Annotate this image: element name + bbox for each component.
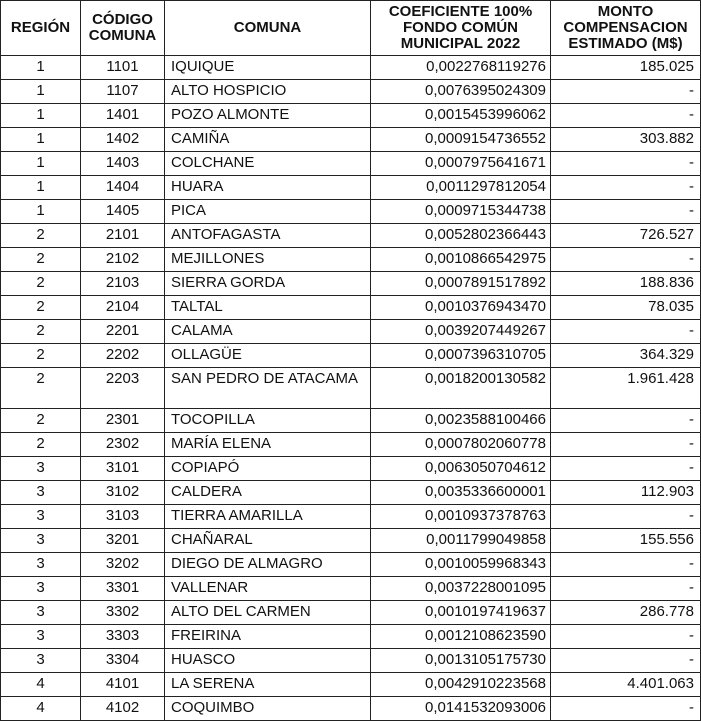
region-cell: 2	[1, 433, 81, 457]
monto-cell: 303.882	[551, 128, 701, 152]
codigo-cell: 3101	[81, 457, 165, 481]
coeficiente-cell: 0,0052802366443	[371, 224, 551, 248]
region-cell: 1	[1, 128, 81, 152]
header-codigo-comuna: CÓDIGO COMUNA	[81, 1, 165, 56]
comuna-cell: TALTAL	[165, 296, 371, 320]
coeficiente-cell: 0,0007396310705	[371, 344, 551, 368]
coeficiente-cell: 0,0009715344738	[371, 200, 551, 224]
monto-cell: -	[551, 176, 701, 200]
coeficiente-cell: 0,0012108623590	[371, 625, 551, 649]
table-row	[1, 601, 701, 625]
region-cell: 3	[1, 601, 81, 625]
comuna-cell: VALLENAR	[165, 577, 371, 601]
comuna-cell: CALDERA	[165, 481, 371, 505]
monto-cell: 4.401.063	[551, 673, 701, 697]
comuna-cell: ALTO HOSPICIO	[165, 80, 371, 104]
monto-cell: -	[551, 697, 701, 721]
comuna-cell: SIERRA GORDA	[165, 272, 371, 296]
comuna-cell: TOCOPILLA	[165, 409, 371, 433]
region-cell: 1	[1, 200, 81, 224]
region-cell: 2	[1, 344, 81, 368]
coeficiente-cell: 0,0013105175730	[371, 649, 551, 673]
coeficiente-cell: 0,0037228001095	[371, 577, 551, 601]
comuna-cell: PICA	[165, 200, 371, 224]
codigo-cell: 3302	[81, 601, 165, 625]
codigo-cell: 2104	[81, 296, 165, 320]
table-row	[1, 56, 701, 80]
codigo-cell: 3103	[81, 505, 165, 529]
comuna-cell: DIEGO DE ALMAGRO	[165, 553, 371, 577]
codigo-cell: 3301	[81, 577, 165, 601]
table-row	[1, 296, 701, 320]
monto-cell: -	[551, 248, 701, 272]
region-cell: 3	[1, 481, 81, 505]
region-cell: 4	[1, 673, 81, 697]
codigo-cell: 2103	[81, 272, 165, 296]
table-row	[1, 433, 701, 457]
region-cell: 4	[1, 697, 81, 721]
monto-cell: -	[551, 649, 701, 673]
codigo-cell: 1401	[81, 104, 165, 128]
comuna-cell: MARÍA ELENA	[165, 433, 371, 457]
monto-cell: -	[551, 505, 701, 529]
codigo-cell: 2101	[81, 224, 165, 248]
region-cell: 3	[1, 625, 81, 649]
monto-cell: -	[551, 409, 701, 433]
monto-cell: 78.035	[551, 296, 701, 320]
codigo-cell: 2102	[81, 248, 165, 272]
coeficiente-cell: 0,0015453996062	[371, 104, 551, 128]
header-comuna: COMUNA	[165, 1, 371, 56]
table-row	[1, 320, 701, 344]
monto-cell: -	[551, 433, 701, 457]
monto-cell: 188.836	[551, 272, 701, 296]
monto-cell: 112.903	[551, 481, 701, 505]
coeficiente-cell: 0,0010376943470	[371, 296, 551, 320]
comuna-cell: COPIAPÓ	[165, 457, 371, 481]
table-row	[1, 248, 701, 272]
region-cell: 1	[1, 176, 81, 200]
region-cell: 3	[1, 553, 81, 577]
table-row	[1, 481, 701, 505]
table-row	[1, 529, 701, 553]
table-row	[1, 649, 701, 673]
coeficiente-cell: 0,0011799049858	[371, 529, 551, 553]
table-row	[1, 577, 701, 601]
codigo-cell: 3201	[81, 529, 165, 553]
table-row	[1, 673, 701, 697]
coeficiente-cell: 0,0042910223568	[371, 673, 551, 697]
region-cell: 2	[1, 368, 81, 409]
monto-cell: -	[551, 577, 701, 601]
region-cell: 2	[1, 248, 81, 272]
region-cell: 1	[1, 80, 81, 104]
table-header	[1, 1, 701, 56]
coeficiente-cell: 0,0007891517892	[371, 272, 551, 296]
table-row	[1, 224, 701, 248]
comuna-cell: FREIRINA	[165, 625, 371, 649]
region-cell: 2	[1, 224, 81, 248]
monto-cell: 364.329	[551, 344, 701, 368]
coeficiente-cell: 0,0007802060778	[371, 433, 551, 457]
region-cell: 2	[1, 320, 81, 344]
codigo-cell: 3102	[81, 481, 165, 505]
comuna-cell: IQUIQUE	[165, 56, 371, 80]
monto-cell: -	[551, 200, 701, 224]
coeficiente-cell: 0,0010059968343	[371, 553, 551, 577]
codigo-cell: 1402	[81, 128, 165, 152]
table-row	[1, 128, 701, 152]
monto-cell: -	[551, 80, 701, 104]
monto-cell: -	[551, 152, 701, 176]
coeficiente-cell: 0,0007975641671	[371, 152, 551, 176]
table-row	[1, 152, 701, 176]
comuna-cell: CAMIÑA	[165, 128, 371, 152]
codigo-cell: 2202	[81, 344, 165, 368]
codigo-cell: 2201	[81, 320, 165, 344]
comuna-cell: MEJILLONES	[165, 248, 371, 272]
monto-cell: -	[551, 625, 701, 649]
codigo-cell: 3303	[81, 625, 165, 649]
codigo-cell: 2302	[81, 433, 165, 457]
region-cell: 3	[1, 529, 81, 553]
coeficiente-cell: 0,0010866542975	[371, 248, 551, 272]
table-row	[1, 553, 701, 577]
table-row	[1, 409, 701, 433]
monto-cell: 1.961.428	[551, 368, 701, 409]
monto-cell: -	[551, 457, 701, 481]
codigo-cell: 3304	[81, 649, 165, 673]
region-cell: 3	[1, 505, 81, 529]
comuna-cell: HUARA	[165, 176, 371, 200]
table-row	[1, 457, 701, 481]
coeficiente-cell: 0,0010197419637	[371, 601, 551, 625]
monto-cell: 726.527	[551, 224, 701, 248]
table-row	[1, 697, 701, 721]
comuna-cell: OLLAGÜE	[165, 344, 371, 368]
coeficiente-cell: 0,0011297812054	[371, 176, 551, 200]
codigo-cell: 2301	[81, 409, 165, 433]
table-row	[1, 200, 701, 224]
monto-cell: 185.025	[551, 56, 701, 80]
header-monto: MONTO COMPENSACION ESTIMADO (M$)	[551, 1, 701, 56]
region-cell: 2	[1, 409, 81, 433]
region-cell: 3	[1, 649, 81, 673]
coeficiente-cell: 0,0022768119276	[371, 56, 551, 80]
coeficiente-cell: 0,0018200130582	[371, 368, 551, 409]
region-cell: 3	[1, 577, 81, 601]
table-row	[1, 368, 701, 409]
coeficiente-cell: 0,0023588100466	[371, 409, 551, 433]
table-body	[1, 56, 701, 721]
coeficiente-cell: 0,0009154736552	[371, 128, 551, 152]
region-cell: 2	[1, 272, 81, 296]
table-row	[1, 344, 701, 368]
comuna-cell: ALTO DEL CARMEN	[165, 601, 371, 625]
comuna-cell: CALAMA	[165, 320, 371, 344]
codigo-cell: 1404	[81, 176, 165, 200]
coeficiente-cell: 0,0063050704612	[371, 457, 551, 481]
codigo-cell: 1107	[81, 80, 165, 104]
coeficiente-cell: 0,0141532093006	[371, 697, 551, 721]
codigo-cell: 1403	[81, 152, 165, 176]
table-row	[1, 176, 701, 200]
region-cell: 1	[1, 152, 81, 176]
comuna-cell: LA SERENA	[165, 673, 371, 697]
comuna-cell: ANTOFAGASTA	[165, 224, 371, 248]
region-cell: 3	[1, 457, 81, 481]
coeficiente-cell: 0,0035336600001	[371, 481, 551, 505]
table-row	[1, 272, 701, 296]
region-cell: 1	[1, 104, 81, 128]
table-row	[1, 104, 701, 128]
codigo-cell: 3202	[81, 553, 165, 577]
table-row	[1, 505, 701, 529]
comuna-cell: CHAÑARAL	[165, 529, 371, 553]
codigo-cell: 1101	[81, 56, 165, 80]
monto-cell: 286.778	[551, 601, 701, 625]
comuna-cell: COQUIMBO	[165, 697, 371, 721]
header-row	[1, 1, 701, 56]
codigo-cell: 1405	[81, 200, 165, 224]
monto-cell: 155.556	[551, 529, 701, 553]
monto-cell: -	[551, 104, 701, 128]
coeficiente-cell: 0,0076395024309	[371, 80, 551, 104]
region-cell: 2	[1, 296, 81, 320]
codigo-cell: 4102	[81, 697, 165, 721]
comuna-cell: COLCHANE	[165, 152, 371, 176]
monto-cell: -	[551, 553, 701, 577]
comuna-cell: HUASCO	[165, 649, 371, 673]
comuna-cell: TIERRA AMARILLA	[165, 505, 371, 529]
monto-cell: -	[551, 320, 701, 344]
region-cell: 1	[1, 56, 81, 80]
header-coeficiente: COEFICIENTE 100% FONDO COMÚN MUNICIPAL 2022	[371, 1, 551, 56]
table-row	[1, 80, 701, 104]
coeficiente-cell: 0,0010937378763	[371, 505, 551, 529]
comuna-cell: SAN PEDRO DE ATACAMA	[165, 368, 371, 409]
comuna-cell: POZO ALMONTE	[165, 104, 371, 128]
codigo-cell: 2203	[81, 368, 165, 409]
coeficiente-cell: 0,0039207449267	[371, 320, 551, 344]
table-row	[1, 625, 701, 649]
header-region: REGIÓN	[1, 1, 81, 56]
codigo-cell: 4101	[81, 673, 165, 697]
